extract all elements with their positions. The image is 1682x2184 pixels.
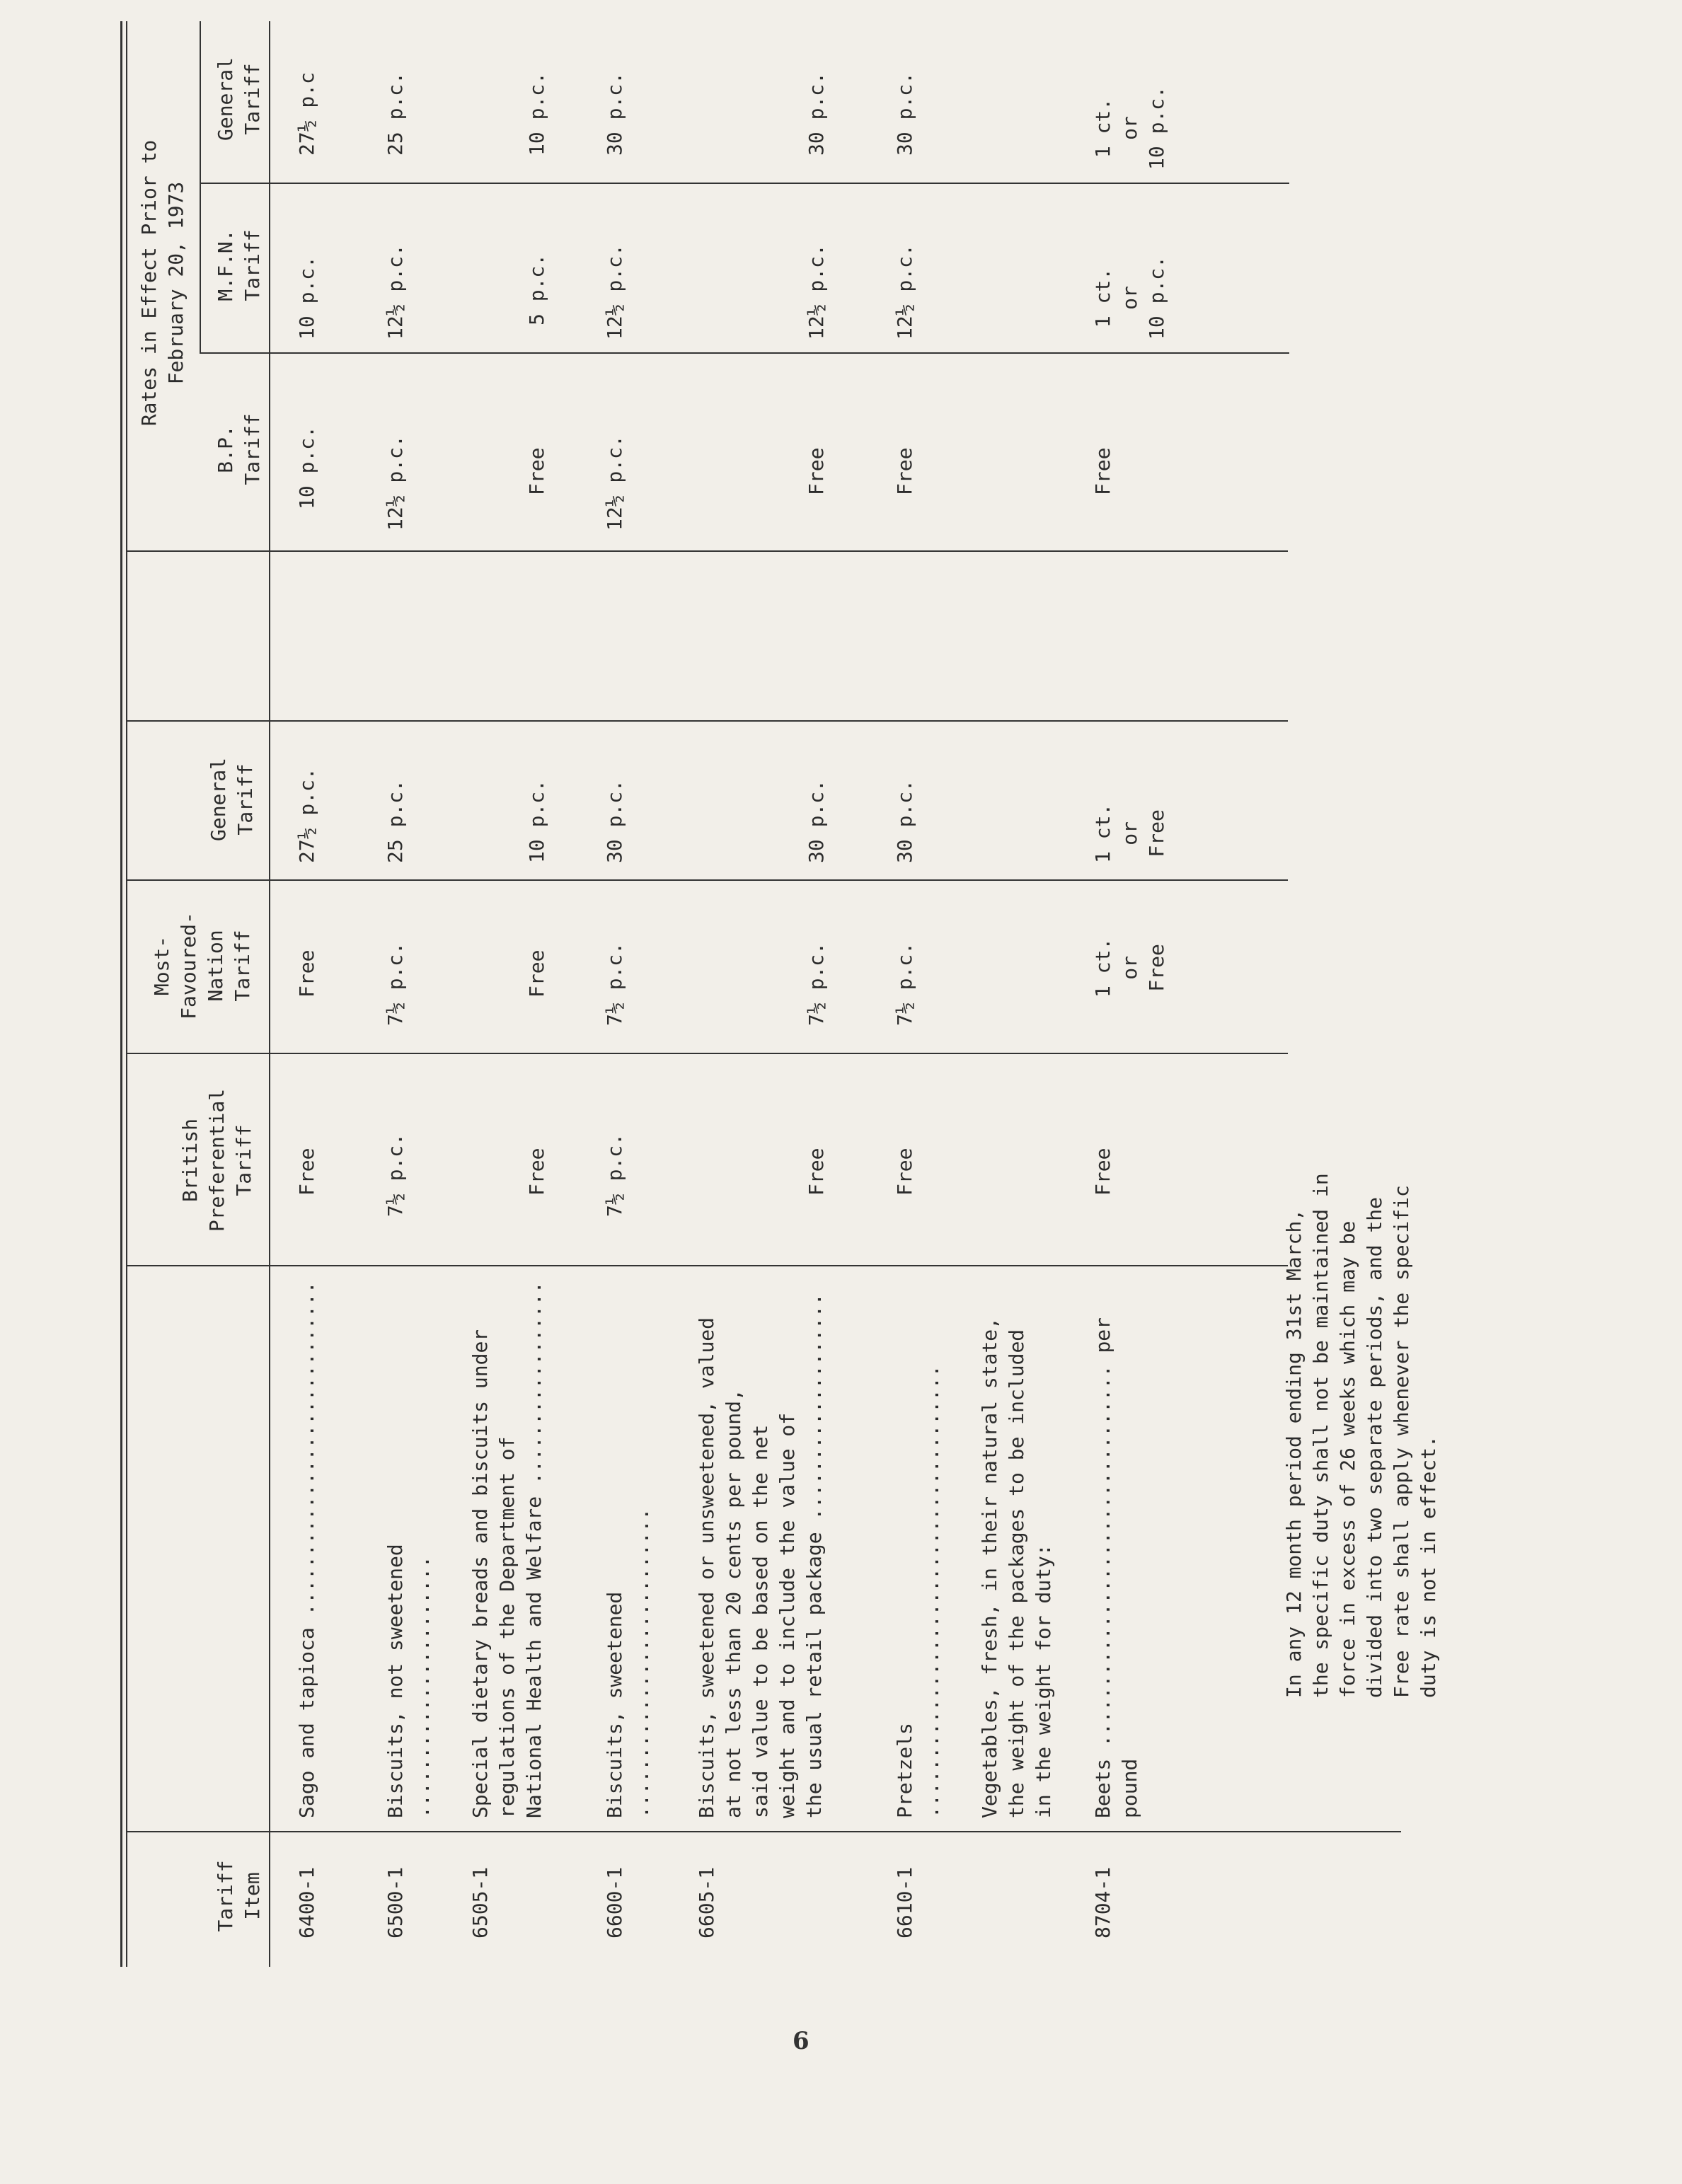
top-rule-double — [126, 21, 127, 1967]
general-rate: 25 p.c. — [384, 779, 407, 863]
prior-general-rate: 30 p.c. — [603, 71, 626, 156]
header-rates-prior: Rates in Effect Prior to February 20, 1973 — [137, 139, 188, 427]
prior-mfn-rate: 12½ p.c. — [384, 244, 407, 340]
general-rate: 27½ p.c. — [295, 768, 318, 863]
prior-mfn-rate: 12½ p.c. — [603, 244, 626, 340]
page-number: 6 — [793, 2027, 810, 2055]
header-general-tariff: General Tariff — [207, 758, 257, 842]
item-description: Sago and tapioca ............................ — [295, 1281, 318, 1818]
mfn-rate: 7½ p.c. — [893, 942, 916, 1026]
header-prior-general-tariff: General Tariff — [214, 57, 264, 141]
prior-bp-rate: Free — [805, 447, 828, 495]
prior-general-rate: 10 p.c. — [525, 71, 548, 156]
prior-mfn-rate: 12½ p.c. — [805, 244, 828, 340]
top-rule — [120, 21, 122, 1967]
col-rule-5 — [127, 720, 1288, 722]
item-description: Pretzels ...................................... — [893, 1365, 943, 1818]
bpt-rate: 7½ p.c. — [384, 1133, 407, 1217]
bpt-rate: Free — [893, 1148, 916, 1196]
header-mfn-tariff: M.F.N. Tariff — [214, 229, 264, 301]
col-rule-8 — [200, 183, 1289, 184]
bpt-rate: Free — [1091, 1148, 1114, 1196]
prior-general-rate: 1 ct. or 10 p.c. — [1091, 86, 1168, 170]
prior-bp-rate: Free — [893, 447, 916, 495]
prior-bp-rate: Free — [1091, 447, 1114, 495]
general-rate: 30 p.c. — [893, 779, 916, 863]
general-rate: 1 ct. or Free — [1091, 803, 1168, 863]
tariff-item: 6505-1 — [468, 1866, 492, 1939]
general-rate: 10 p.c. — [525, 779, 548, 863]
col-rule-4 — [127, 879, 1288, 881]
mfn-rate: 7½ p.c. — [603, 942, 626, 1026]
item-description: Special dietary breads and biscuits under regulations of the Department of National Health and Welfare ................. — [468, 1281, 546, 1818]
item-description: Biscuits, sweetened or unsweetened, valued at not less than 20 cents per pound, said value to be based on the net weight and to include the value of the usual retail package ................... — [695, 1293, 826, 1818]
general-rate: 30 p.c. — [603, 779, 626, 863]
mfn-rate: 7½ p.c. — [805, 942, 828, 1026]
col-rule-2 — [127, 1265, 1288, 1266]
prior-mfn-rate: 5 p.c. — [525, 253, 548, 325]
prior-mfn-rate: 1 ct. or 10 p.c. — [1091, 255, 1168, 340]
subheader-rule — [200, 21, 201, 354]
general-rate: 30 p.c. — [805, 779, 828, 863]
header-most-favoured-nation: Most- Favoured- Nation Tariff — [150, 912, 254, 1019]
header-rule — [269, 21, 270, 1967]
prior-general-rate: 30 p.c. — [805, 71, 828, 156]
col-rule-3 — [127, 1053, 1288, 1054]
prior-bp-rate: 12½ p.c. — [384, 435, 407, 531]
prior-bp-rate: 12½ p.c. — [603, 435, 626, 531]
mfn-rate: Free — [525, 949, 548, 998]
item-description: Beets ................................ per pound — [1091, 1317, 1141, 1818]
prior-general-rate: 30 p.c. — [893, 71, 916, 156]
tariff-item: 6605-1 — [695, 1866, 718, 1939]
prior-mfn-rate: 10 p.c. — [295, 255, 318, 340]
col-rule-7 — [200, 352, 1289, 354]
prior-bp-rate: Free — [525, 447, 548, 495]
tariff-item: 6610-1 — [893, 1866, 916, 1939]
prior-bp-rate: 10 p.c. — [295, 425, 318, 509]
col-rule-1 — [127, 1831, 1401, 1832]
header-british-preferential: British Preferential Tariff — [178, 1088, 255, 1232]
prior-general-rate: 27½ p.c — [295, 71, 318, 156]
prior-general-rate: 25 p.c. — [384, 71, 407, 156]
tariff-item: 6400-1 — [295, 1866, 318, 1939]
tariff-item: 6500-1 — [384, 1866, 407, 1939]
footnote: In any 12 month period ending 31st March, the specific duty shall not be maintained in force in excess of 26 weeks which may be divided into two separate periods, and the Free rate shall apply whenever the specific duty is not in effect. — [1282, 1173, 1440, 1698]
tariff-item: 6600-1 — [603, 1866, 626, 1939]
col-rule-6 — [127, 550, 1288, 552]
bpt-rate: Free — [525, 1148, 548, 1196]
mfn-rate: 1 ct. or Free — [1091, 937, 1168, 998]
bpt-rate: Free — [295, 1148, 318, 1196]
mfn-rate: Free — [295, 949, 318, 998]
mfn-rate: 7½ p.c. — [384, 942, 407, 1026]
bpt-rate: Free — [805, 1148, 828, 1196]
header-tariff-item: Tariff Item — [214, 1860, 264, 1932]
bpt-rate: 7½ p.c. — [603, 1133, 626, 1217]
tariff-table — [120, 14, 1493, 1967]
header-bp-tariff: B.P. Tariff — [214, 413, 264, 485]
tariff-item: 8704-1 — [1091, 1866, 1114, 1939]
item-description: Biscuits, sweetened .......................... — [603, 1508, 653, 1818]
item-description: Vegetables, fresh, in their natural state, the weight of the packages to be included in the weight for duty: — [978, 1317, 1055, 1818]
prior-mfn-rate: 12½ p.c. — [893, 244, 916, 340]
item-description: Biscuits, not sweetened ...................... — [384, 1544, 434, 1818]
